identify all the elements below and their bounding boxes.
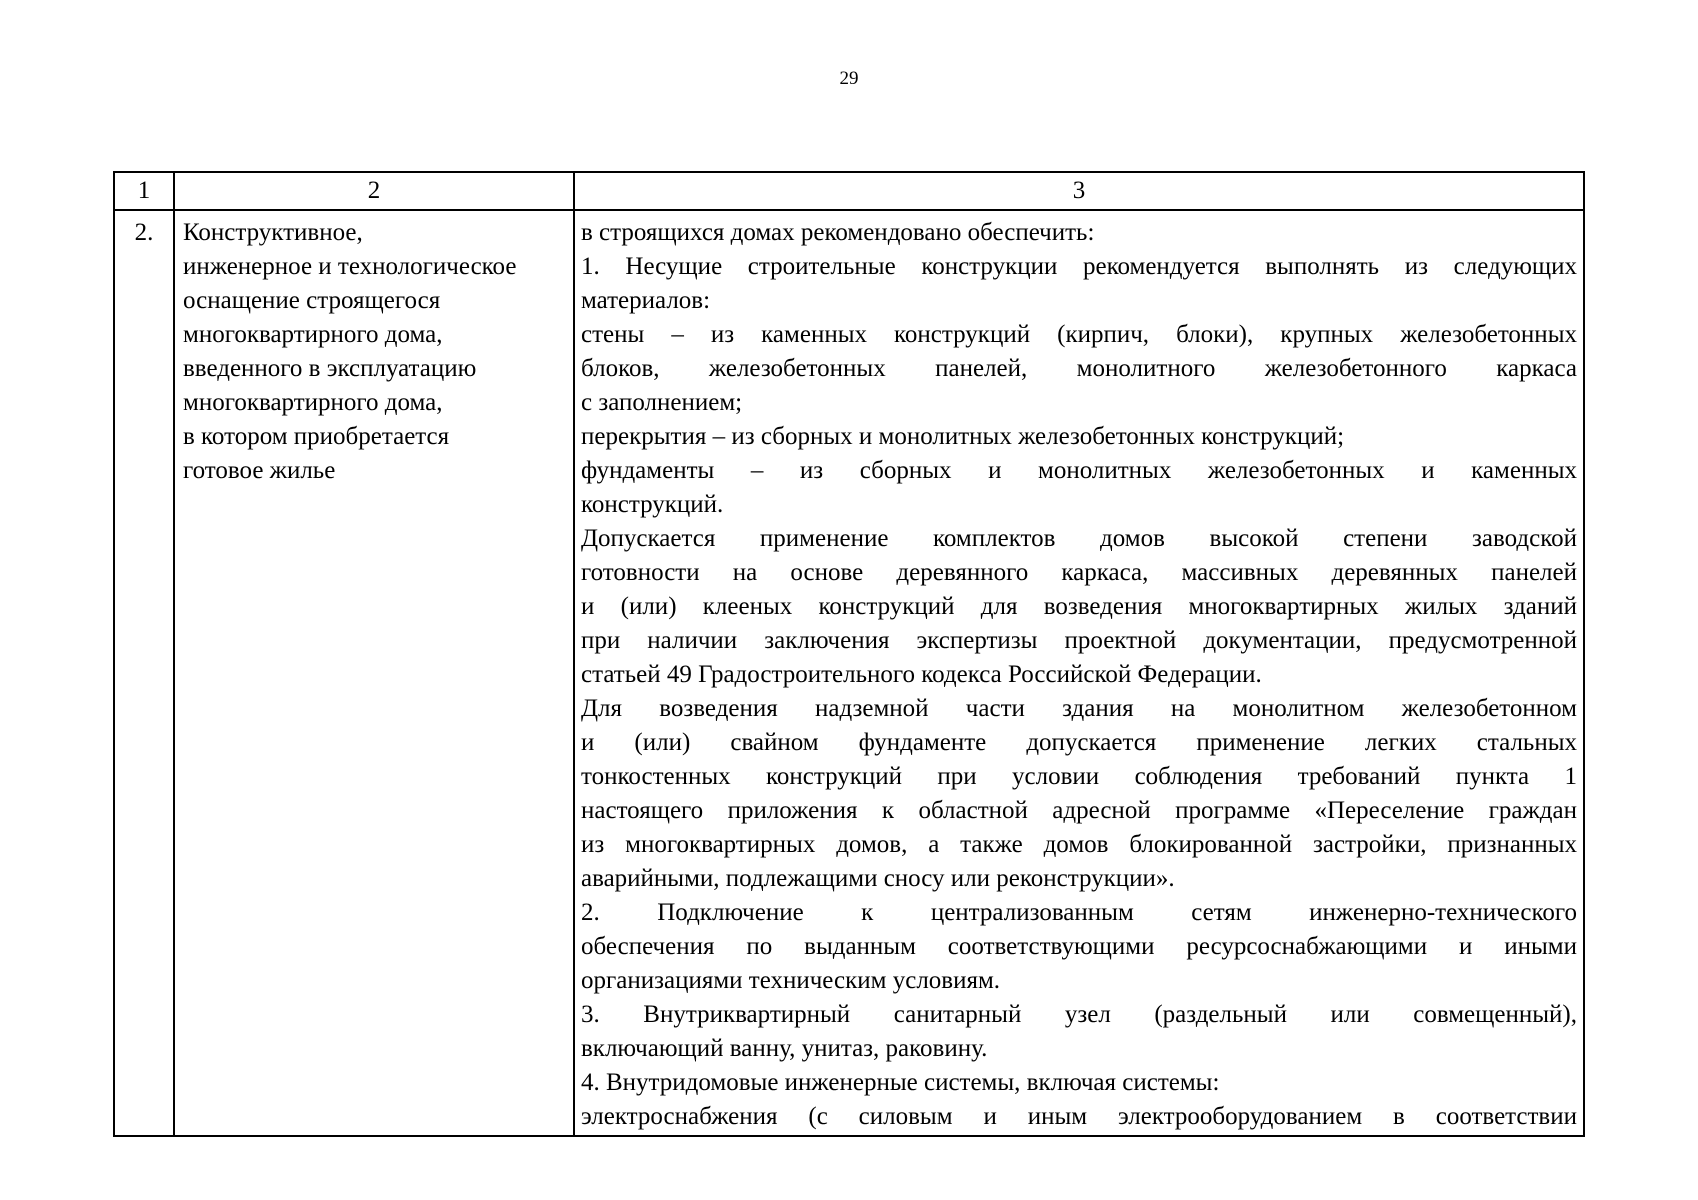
description-line: Конструктивное, [183,219,363,246]
requirement-line: в строящихся домах рекомендовано обеспечить: [581,219,1095,246]
requirement-line: стены – из каменных конструкций (кирпич, блоки), крупных железобетонных [581,321,1577,348]
requirement-line: блоков, железобетонных панелей, монолитного железобетонного каркаса [581,355,1577,382]
requirement-line: настоящего приложения к областной адресной программе «Переселение граждан [581,797,1577,824]
column-header-3: 3 [574,172,1584,210]
requirement-line: перекрытия – из сборных и монолитных железобетонных конструкций; [581,423,1345,450]
requirement-line: конструкций. [581,491,724,518]
row-description-cell [174,210,574,1136]
requirement-line: материалов: [581,287,711,314]
description-line: многоквартирного дома, [183,389,443,416]
requirement-line: включающий ванну, унитаз, раковину. [581,1035,988,1062]
requirement-line: готовности на основе деревянного каркаса, массивных деревянных панелей [581,559,1577,586]
description-line: введенного в эксплуатацию [183,355,477,382]
requirement-line: тонкостенных конструкций при условии соблюдения требований пункта 1 [581,763,1577,790]
requirement-line: с заполнением; [581,389,743,416]
description-line: оснащение строящегося [183,287,441,314]
row-requirements [575,211,1583,1135]
row-requirements-cell [574,210,1584,1136]
table-header-row [114,172,1584,210]
column-header-2: 2 [174,172,574,210]
requirement-line: 3. Внутриквартирный санитарный узел (раздельный или совмещенный), [581,1001,1577,1028]
row-number: 2. [134,219,154,246]
requirement-line: аварийными, подлежащими сносу или реконструкции». [581,865,1175,892]
requirement-line: и (или) клееных конструкций для возведения многоквартирных жилых зданий [581,593,1577,620]
row-number-cell [114,210,174,1136]
requirement-line: фундаменты – из сборных и монолитных железобетонных и каменных [581,457,1577,484]
requirement-line: и (или) свайном фундаменте допускается применение легких стальных [581,729,1577,756]
description-line: готовое жилье [183,457,336,484]
table-row [114,210,1584,1136]
requirement-line: 1. Несущие строительные конструкции рекомендуется выполнять из следующих [581,253,1577,280]
requirement-line: электроснабжения (с силовым и иным электрооборудованием в соответствии [581,1103,1577,1130]
requirement-line: статьей 49 Градостроительного кодекса Российской Федерации. [581,661,1262,688]
requirement-line: при наличии заключения экспертизы проектной документации, предусмотренной [581,627,1577,654]
column-header-1: 1 [114,172,174,210]
requirement-line: из многоквартирных домов, а также домов блокированной застройки, признанных [581,831,1577,858]
requirement-line: организациями техническим условиям. [581,967,1001,994]
description-line: инженерное и технологическое [183,253,517,280]
requirement-line: обеспечения по выданным соответствующими ресурсоснабжающими и иными [581,933,1577,960]
requirements-table [113,171,1585,1137]
requirement-line: 2. Подключение к централизованным сетям инженерно-технического [581,899,1577,926]
page-number: 29 [839,68,859,89]
requirement-line: 4. Внутридомовые инженерные системы, включая системы: [581,1069,1220,1096]
description-line: многоквартирного дома, [183,321,443,348]
description-line: в котором приобретается [183,423,450,450]
row-description [175,211,573,488]
requirement-line: Допускается применение комплектов домов высокой степени заводской [581,525,1577,552]
requirement-line: Для возведения надземной части здания на монолитном железобетонном [581,695,1577,722]
